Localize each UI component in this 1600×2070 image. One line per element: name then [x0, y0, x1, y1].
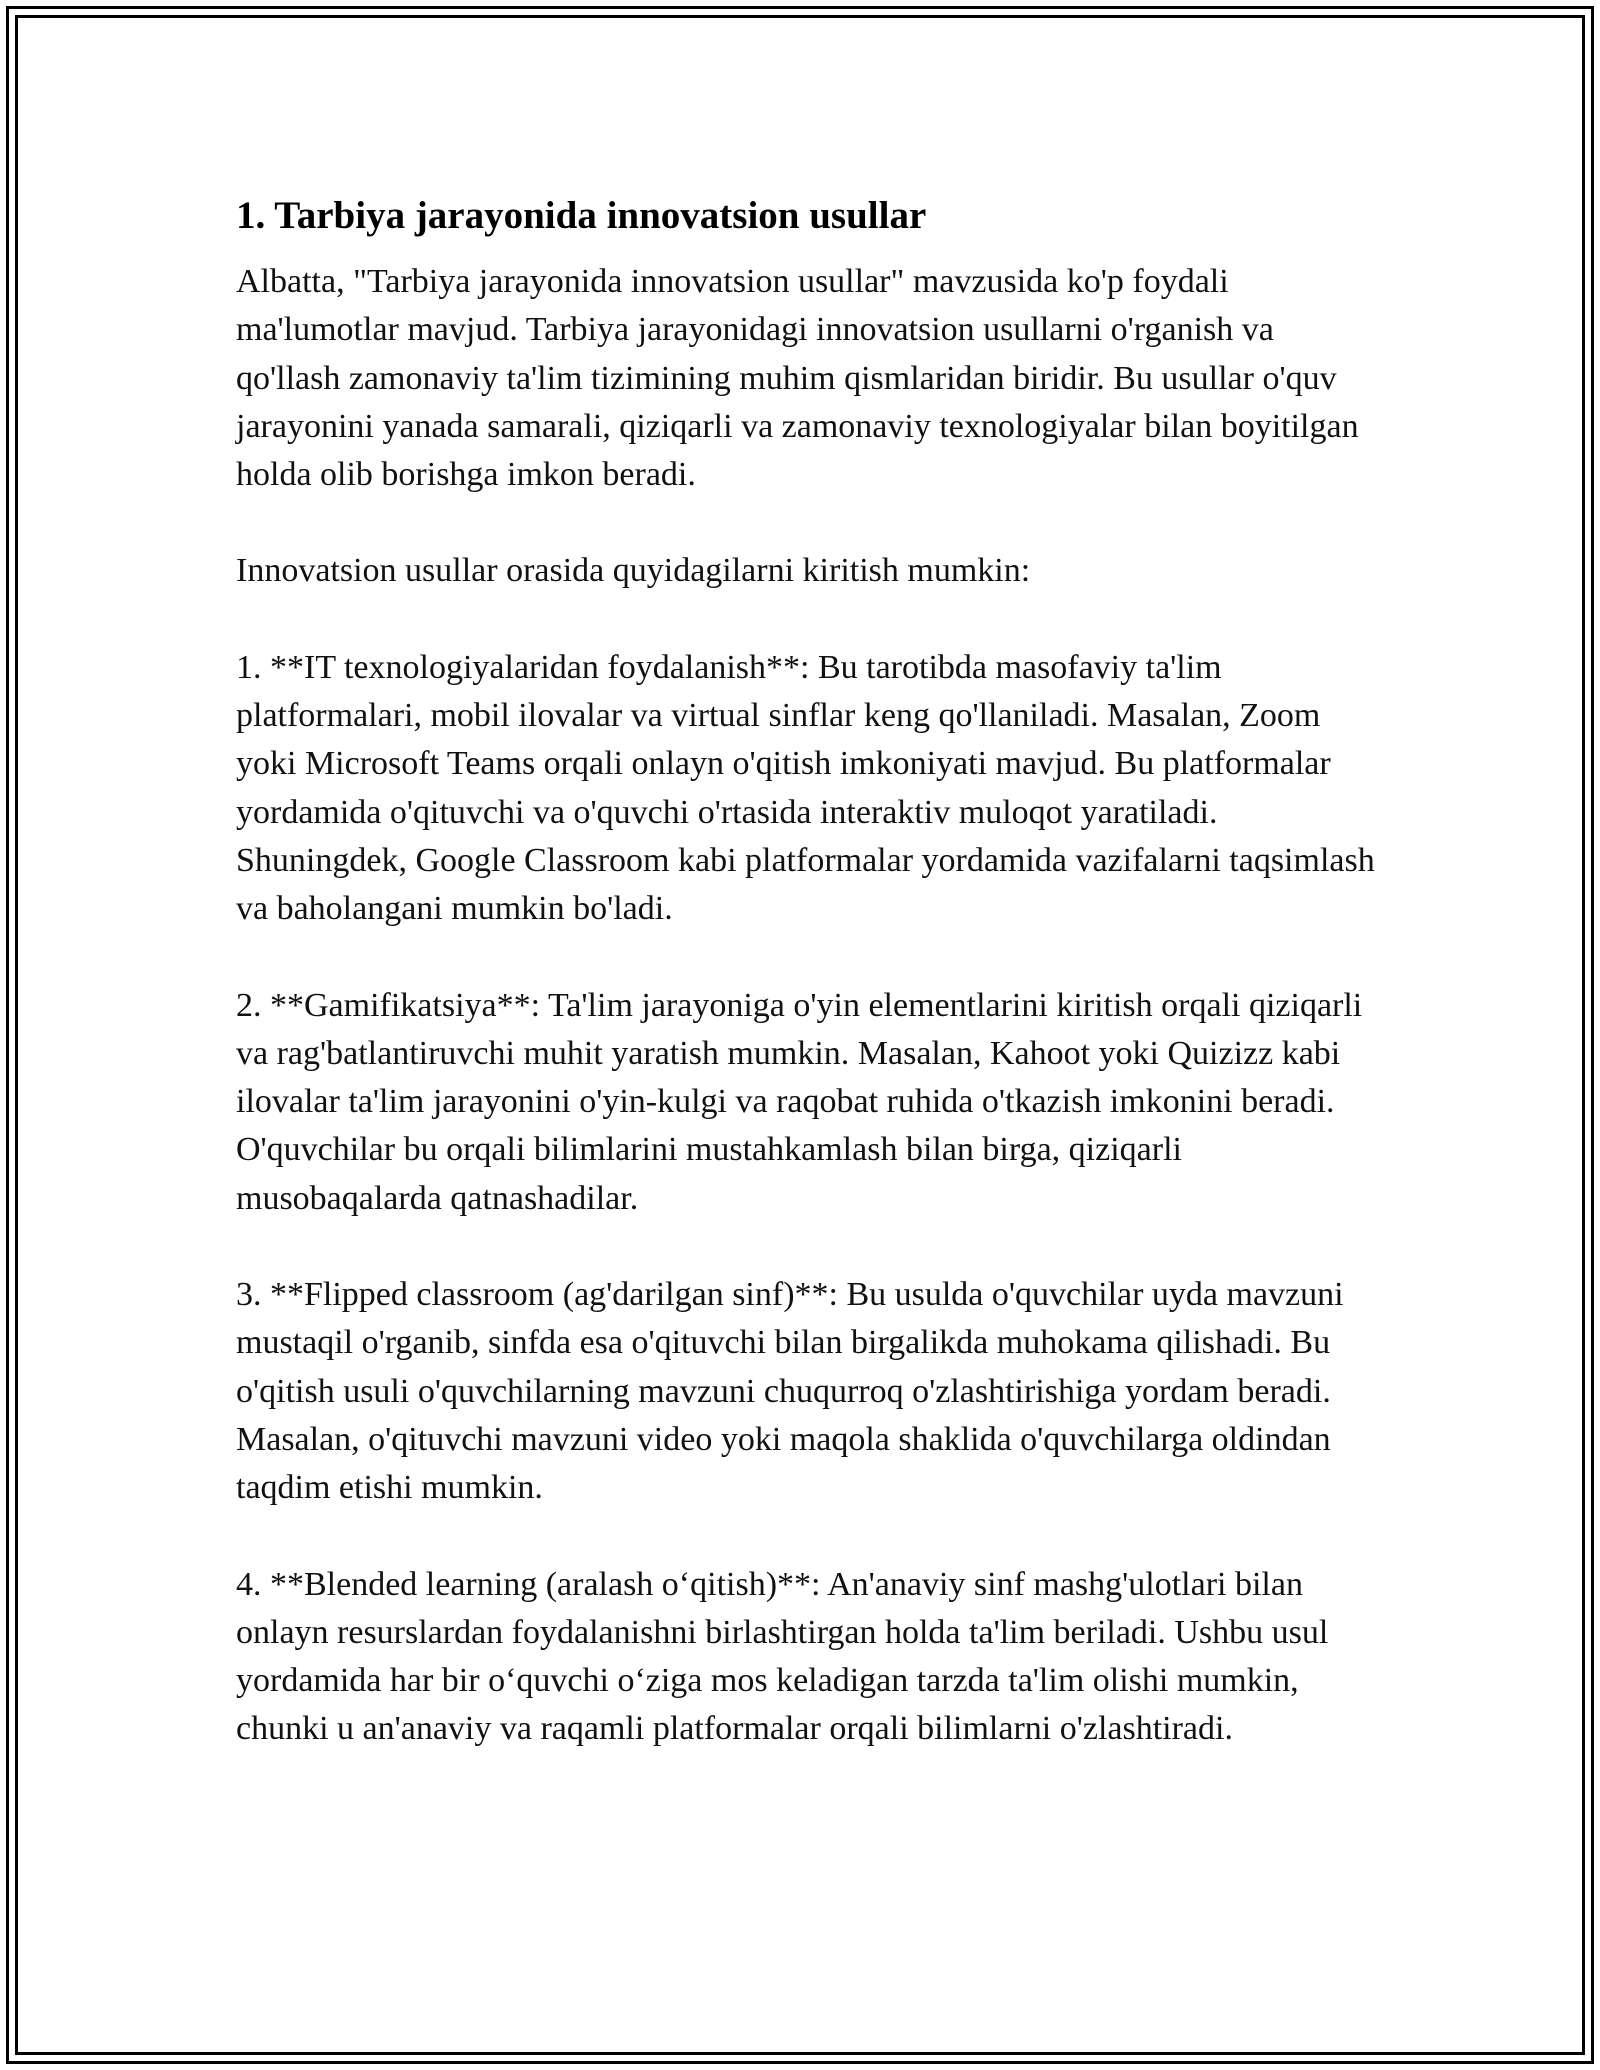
list-item-flipped-classroom: 3. **Flipped classroom (ag'darilgan sinf)**: Bu usulda o'quvchilar uyda mavzuni mustaqil o'rganib, sinfda esa o'qituvchi bilan birgalikda muhokama qilishadi. Bu o'qitish usuli o'quvchilarning mavzuni chuqurroq o'zlashtirishiga yordam beradi. Masalan, o'qituvchi mavzuni video yoki maqola shaklida o'quvchilarga oldindan taqdim etishi mumkin. [236, 1276, 1344, 1507]
list-intro-paragraph: Innovatsion usullar orasida quyidagilarni kiritish mumkin: [236, 552, 1031, 590]
section-heading: 1. Tarbiya jarayonida innovatsion usullar [236, 194, 927, 237]
list-item-blended-learning: 4. **Blended learning (aralash o‘qitish)**: An'anaviy sinf mashg'ulotlari bilan onlayn resurslardan foydalanishni birlashtirgan holda ta'lim beriladi. Ushbu usul yordamida har bir o‘quvchi o‘ziga mos keladigan tarzda ta'lim olishi mumkin, chunki u an'anaviy va raqamli platformalar orqali bilimlarni o'zlashtiradi. [236, 1565, 1329, 1748]
list-item-gamification: 2. **Gamifikatsiya**: Ta'lim jarayoniga o'yin elementlarini kiritish orqali qiziqarli va rag'batlantiruvchi muhit yaratish mumkin. Masalan, Kahoot yoki Quizizz kabi ilovalar ta'lim jarayonini o'yin-kulgi va raqobat ruhida o'tkazish imkonini beradi. O'quvchilar bu orqali bilimlarini mustahkamlash bilan birga, qiziqarli musobaqalarda qatnashadilar. [236, 986, 1363, 1217]
document-body [236, 188, 1376, 1802]
list-item-it-technologies: 1. **IT texnologiyalaridan foydalanish**: Bu tarotibda masofaviy ta'lim platformalari, mobil ilovalar va virtual sinflar keng qo'llaniladi. Masalan, Zoom yoki Microsoft Teams orqali onlayn o'qitish imkoniyati mavjud. Bu platformalar yordamida o'qituvchi va o'quvchi o'rtasida interaktiv muloqot yaratiladi. Shuningdek, Google Classroom kabi platformalar yordamida vazifalarni taqsimlash va baholangani mumkin bo'ladi. [236, 648, 1375, 928]
intro-paragraph: Albatta, "Tarbiya jarayonida innovatsion usullar" mavzusida ko'p foydali ma'lumotlar mavjud. Tarbiya jarayonidagi innovatsion usullarni o'rganish va qo'llash zamonaviy ta'lim tizimining muhim qismlaridan biridir. Bu usullar o'quv jarayonini yanada samarali, qiziqarli va zamonaviy texnologiyalar bilan boyitilgan holda olib borishga imkon beradi. [236, 263, 1359, 494]
